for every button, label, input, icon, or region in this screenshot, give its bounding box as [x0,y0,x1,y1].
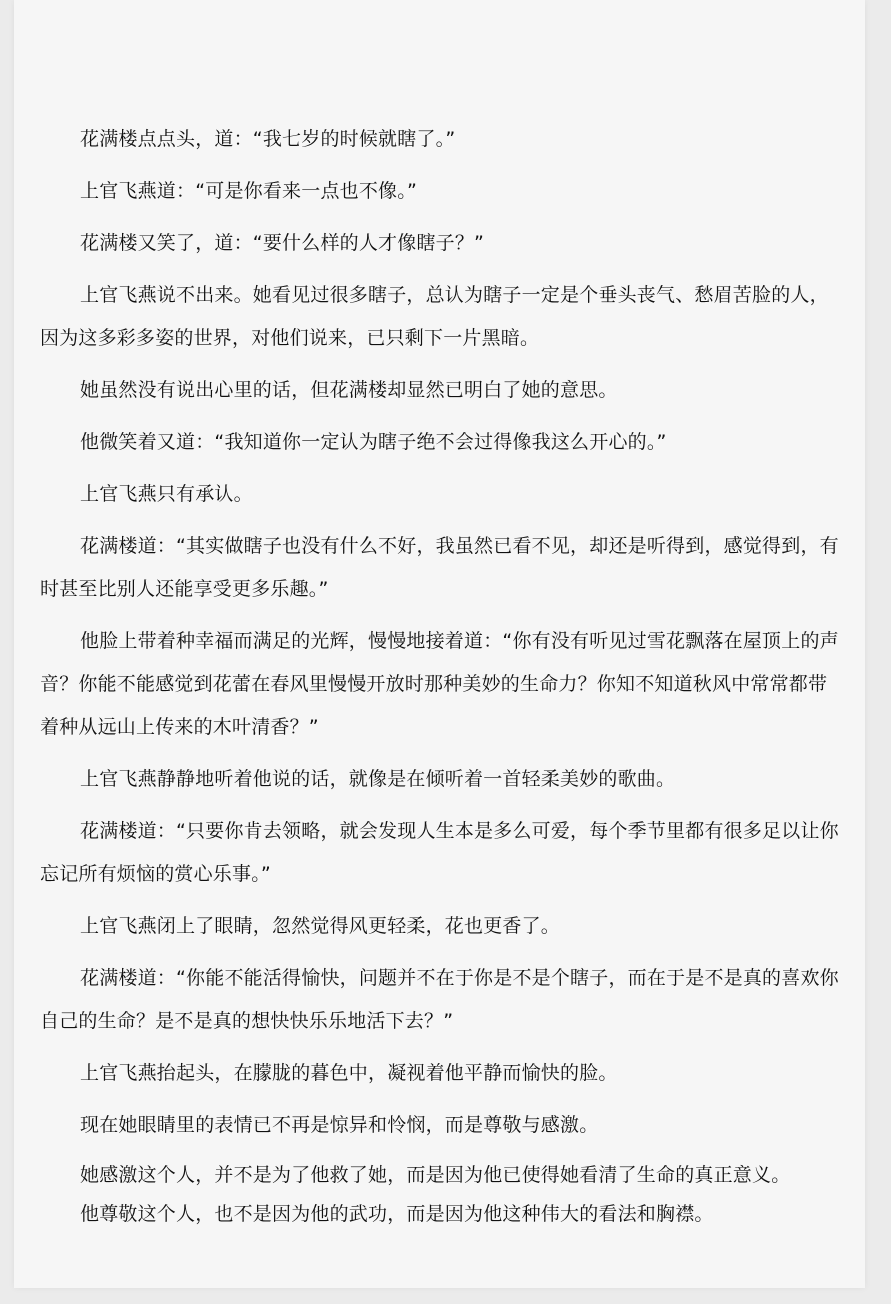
document-page [14,0,865,1288]
paragraph: 上官飞燕道：“可是你看来一点也不像。” [80,180,417,202]
document-body [40,118,842,1234]
paragraph: 花满楼道：“其实做瞎子也没有什么不好，我虽然已看不见，却还是听得到，感觉得到，有时甚至比别人还能享受更多乐趣。” [40,535,839,600]
paragraph: 上官飞燕抬起头，在朦胧的暮色中，凝视着他平静而愉快的脸。 [80,1062,618,1084]
paragraph: 花满楼道：“只要你肯去领略，就会发现人生本是多么可爱，每个季节里都有很多足以让你忘记所有烦恼的赏心乐事。” [40,820,839,885]
paragraph: 上官飞燕只有承认。 [80,483,253,505]
paragraph: 她虽然没有说出心里的话，但花满楼却显然已明白了她的意思。 [80,379,618,401]
paragraph: 花满楼又笑了，道：“要什么样的人才像瞎子？” [80,232,485,254]
paragraph: 她感激这个人，并不是为了他救了她，而是因为他已使得她看清了生命的真正意义。 [80,1164,791,1186]
paragraph: 花满楼道：“你能不能活得愉快，问题并不在于你是不是个瞎子，而在于是不是真的喜欢你自己的生命？是不是真的想快快乐乐地活下去？” [40,967,839,1032]
paragraph: 现在她眼睛里的表情已不再是惊异和怜悯，而是尊敬与感激。 [80,1114,599,1136]
paragraph: 花满楼点点头，道：“我七岁的时候就瞎了。” [80,128,456,150]
paragraph: 他尊敬这个人，也不是因为他的武功，而是因为他这种伟大的看法和胸襟。 [80,1203,714,1225]
paragraph: 上官飞燕闭上了眼睛，忽然觉得风更轻柔，花也更香了。 [80,915,561,937]
paragraph: 他微笑着又道：“我知道你一定认为瞎子绝不会过得像我这么开心的。” [80,431,667,453]
paragraph: 上官飞燕静静地听着他说的话，就像是在倾听着一首轻柔美妙的歌曲。 [80,768,676,790]
paragraph: 他脸上带着种幸福而满足的光辉，慢慢地接着道：“你有没有听见过雪花飘落在屋顶上的声音？你能不能感觉到花蕾在春风里慢慢开放时那种美妙的生命力？你知不知道秋风中常常都带着种从远山上传来的木叶清香？” [40,630,839,738]
paragraph: 上官飞燕说不出来。她看见过很多瞎子，总认为瞎子一定是个垂头丧气、愁眉苦脸的人，因为这多彩多姿的世界，对他们说来，已只剩下一片黑暗。 [40,284,829,349]
